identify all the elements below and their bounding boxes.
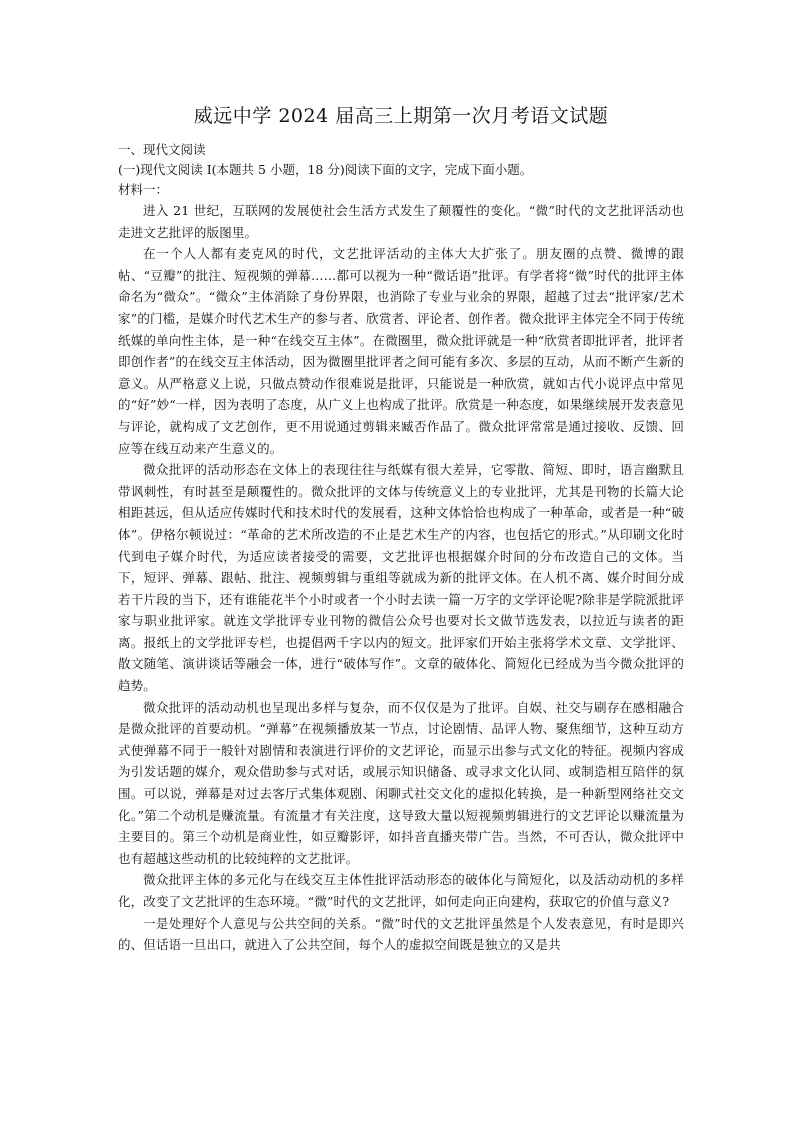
subsection-heading: (一)现代文阅读 I(本题共 5 小题，18 分)阅读下面的文字，完成下面小题。 bbox=[118, 162, 533, 177]
paragraph-1: 进入 21 世纪，互联网的发展使社会生活方式发生了颠覆性的变化。“微”时代的文艺批评活动也走进文艺批评的版图里。 bbox=[118, 203, 684, 240]
paragraph-5: 微众批评主体的多元化与在线交互主体性批评活动形态的破体化与简短化，以及活动动机的多样化，改变了文艺批评的生态环境。“微”时代的文艺批评，如何走向正向建构，获取它的价值与意义? bbox=[118, 872, 684, 909]
paragraph-2: 在一个人人都有麦克风的时代，文艺批评活动的主体大大扩张了。朋友圈的点赞、微博的跟帖、“豆瓣”的批注、短视频的弹幕……都可以视为一种“微话语”批评。有学者将“微”时代的批评主体命名为“微众”。“微众”主体消除了身份界限，也消除了专业与业余的界限，超越了过去“批评家/艺术家”的门槛，是媒介时代艺术生产的参与者、欣赏者、评论者、创作者。微众批评主体完全不同于传统纸媒的单向性主体，是一种“在线交互主体”。在微圈里，微众批评就是一种“欣赏者即批评者，批评者即创作者”的在线交互主体活动，因为微圈里批评者之间可能有多次、多层的互动，从而不断产生新的意义。从严格意义上说，只做点赞动作很难说是批评，只能说是一种欣赏，就如古代小说评点中常见的“好”妙“一样，因为表明了态度，从广义上也构成了批评。欣赏是一种态度，如果继续展开发表意见与评论，就构成了文艺创作，更不用说通过剪辑来臧否作品了。微众批评常常是通过接收、反馈、回应等在线互动来产生意义的。 bbox=[118, 246, 684, 456]
document-page bbox=[118, 102, 684, 956]
paragraph-3: 微众批评的活动形态在文体上的表现往往与纸媒有很大差异，它零散、简短、即时，语言幽默且带讽刺性，有时甚至是颠覆性的。微众批评的文体与传统意义上的专业批评，尤其是刊物的长篇大论相距甚远，但从适应传媒时代和技术时代的发展看，这种文体恰恰也构成了一种革命，或者是一种“破体”。伊格尔顿说过：“革命的艺术所改造的不止是艺术生产的内容，也包括它的形式。”从印刷文化时代到电子媒介时代，为适应读者接受的需要，文艺批评也根据媒介时间的分布改造自己的文体。当下，短评、弹幕、跟帖、批注、视频剪辑与重组等就成为新的批评文体。在人机不离、媒介时间分成若干片段的当下，还有谁能花半个小时或者一个小时去读一篇一万字的文学评论呢?除非是学院派批评家与职业批评家。就连文学批评专业刊物的微信公众号也要对长文做节选发表，以拉近与读者的距离。报纸上的文学批评专栏，也提倡两千字以内的短文。批评家们开始主张将学术文章、文学批评、散文随笔、演讲谈话等融会一体，进行“破体写作”。文章的破体化、简短化已经成为当今微众批评的趋势。 bbox=[118, 462, 684, 694]
paragraph-6: 一是处理好个人意见与公共空间的关系。“微”时代的文艺批评虽然是个人发表意见，有时是即兴的、但话语一旦出口，就进入了公共空间，每个人的虚拟空间既是独立的又是共 bbox=[118, 915, 684, 953]
material-label: 材料一： bbox=[118, 182, 169, 197]
document-title: 威远中学 2024 届高三上期第一次月考语文试题 bbox=[193, 105, 609, 127]
section-heading: 一、现代文阅读 bbox=[118, 142, 206, 157]
paragraph-4: 微众批评的活动动机也呈现出多样与复杂，而不仅仅是为了批评。自娱、社交与刷存在感相融合是微众批评的首要动机。“弹幕”在视频播放某一节点，讨论剧情、品评人物、聚焦细节，这种互动方式使弹幕不同于一般针对剧情和表演进行评价的文艺评论，而显示出参与式文化的特征。视频内容成为引发话题的媒介，观众借助参与式对话，或展示知识储备、或寻求文化认同、或制造相互陪伴的氛围。可以说，弹幕是对过去客厅式集体观剧、闲聊式社交文化的虚拟化转换，是一种新型网络社交文化。”第二个动机是赚流量。有流量才有关注度，这导致大量以短视频剪辑进行的文艺评论以赚流量为主要目的。第三个动机是商业性，如豆瓣影评，如抖音直播夹带广告。当然，不可否认，微众批评中也有超越这些动机的比较纯粹的文艺批评。 bbox=[118, 699, 684, 866]
